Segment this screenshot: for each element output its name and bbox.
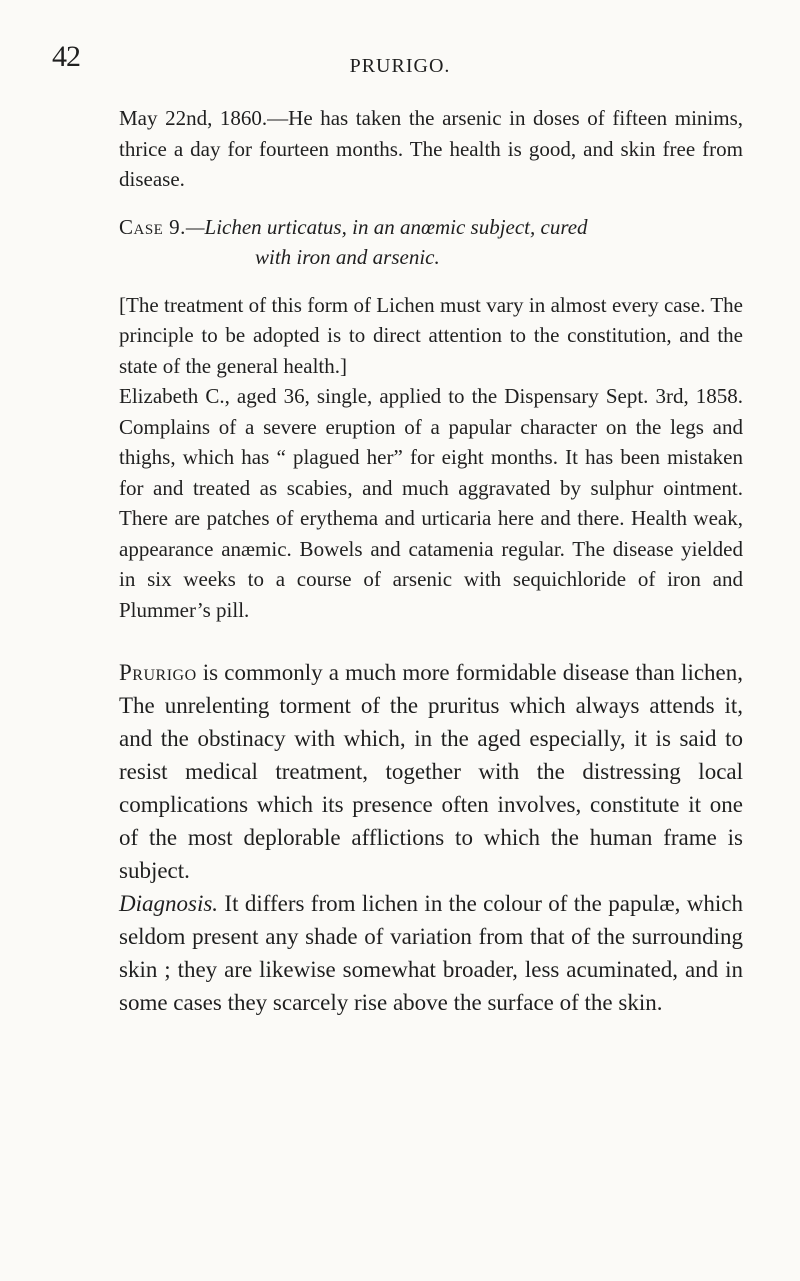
case-label: Case 9. — [119, 214, 186, 239]
prurigo-text: is commonly a much more formidable disease than lichen, The unrelenting torment of the pruritus which always attends it, and the obstinacy with which, in the aged especially, it is said to resist medical treatment, together with the distressing local complications which its presence often involves, constitute it one of the most deplorable afflictions to which the human frame is subject. — [119, 660, 743, 883]
case-title-line-1: —Lichen urticatus, in an anœmic subject, cured — [185, 214, 588, 239]
page-content — [119, 103, 743, 1019]
page-number: 42 — [52, 40, 80, 73]
paragraph-prurigo-intro — [119, 656, 743, 887]
paragraph-diagnosis — [119, 887, 743, 1019]
prurigo-term: Prurigo — [119, 660, 197, 685]
diagnosis-label: Diagnosis. — [119, 891, 219, 916]
paragraph-case-details: Elizabeth C., aged 36, single, applied to the Dispensary Sept. 3rd, 1858. Complains of a severe eruption of a papular character on the legs and thighs, which has “ plagued her” for eight months. It has been mistaken for and treated as scabies, and much aggravated by sulphur ointment. There are patches of erythema and urticaria here and there. Health weak, appearance anæmic. Bowels and catamenia regular. The disease yielded in six weeks to a course of arsenic with sequichloride of iron and Plummer’s pill. — [119, 384, 743, 622]
paragraph-treatment-note: [The treatment of this form of Lichen must vary in almost every case. The principle to be adopted is to direct attention to the constitution, and the state of the general health.] — [119, 292, 743, 378]
case-heading — [119, 212, 743, 273]
running-head: PRURIGO. — [349, 55, 451, 77]
case-title-line-2: with iron and arsenic. — [255, 245, 440, 269]
diagnosis-text: It differs from lichen in the colour of the papulæ, which seldom present any shade of variation from that of the surrounding skin ; they are likewise somewhat broader, less acuminated, and in some cases they scarcely rise above the surface of the skin. — [119, 891, 743, 1015]
paragraph-may-22nd: May 22nd, 1860.—He has taken the arsenic in doses of fifteen minims, thrice a day for fourteen months. The health is good, and skin free from disease. — [119, 106, 743, 191]
